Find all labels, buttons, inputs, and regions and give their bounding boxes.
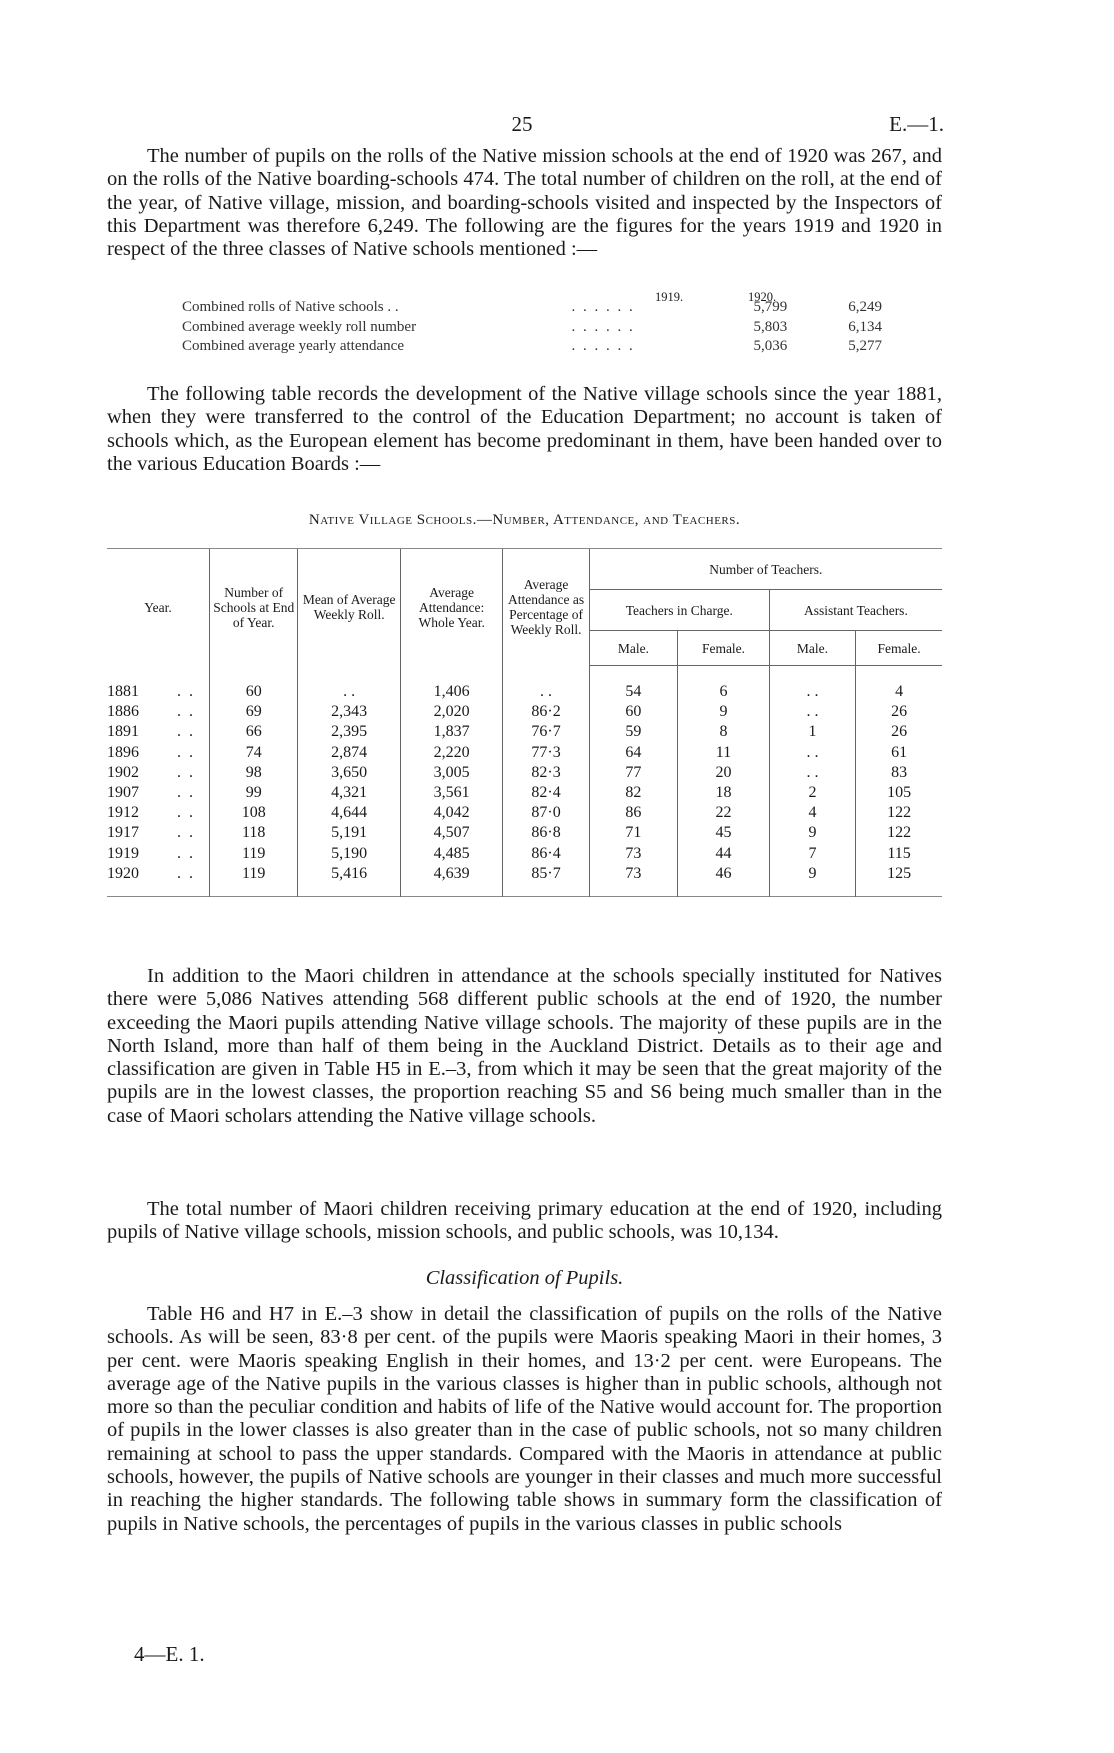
cell-attendance: 1,837 bbox=[400, 722, 502, 742]
header-charge-male: Male. bbox=[589, 631, 677, 666]
cell-asst-male: . . bbox=[769, 702, 855, 722]
cell-schools: 66 bbox=[209, 722, 297, 742]
cell-mean-roll: 3,650 bbox=[298, 763, 400, 783]
cell-mean-roll: 5,416 bbox=[298, 864, 400, 897]
cell-mean-roll: 2,395 bbox=[298, 722, 400, 742]
cell-charge-female: 44 bbox=[678, 844, 770, 864]
cell-mean-roll: 2,874 bbox=[298, 743, 400, 763]
paragraph-village-schools-intro: The following table records the development of the Native village schools since the year 1881, when they were transferred to the control of the Education Department; no account is taken of schools which, as the European element has become predominant in them, have been handed over to the various Education Boards :— bbox=[107, 383, 942, 475]
table-row bbox=[107, 803, 942, 823]
cell-asst-female: 61 bbox=[856, 743, 942, 763]
cell-charge-female: 18 bbox=[678, 783, 770, 803]
cell-asst-female: 122 bbox=[856, 823, 942, 843]
header-in-charge: Teachers in Charge. bbox=[589, 590, 769, 631]
header-schools: Number of Schools at End of Year. bbox=[209, 549, 297, 666]
header-percentage: Average Attendance as Percentage of Weekly Roll. bbox=[503, 549, 589, 666]
cell-asst-male: . . bbox=[769, 743, 855, 763]
header-assistant: Assistant Teachers. bbox=[769, 590, 942, 631]
header-attendance: Average Attendance: Whole Year. bbox=[400, 549, 502, 666]
cell-percentage: 77·3 bbox=[503, 743, 589, 763]
leader-dots: . . bbox=[383, 299, 399, 316]
combined-figures-table bbox=[182, 298, 882, 357]
cell-asst-male: 4 bbox=[769, 803, 855, 823]
cell-charge-male: 73 bbox=[589, 864, 677, 897]
cell-charge-male: 71 bbox=[589, 823, 677, 843]
cell-asst-female: 122 bbox=[856, 803, 942, 823]
cell-attendance: 3,561 bbox=[400, 783, 502, 803]
leader-dots: . . bbox=[176, 743, 195, 761]
cell-schools: 119 bbox=[209, 864, 297, 897]
cell-charge-male: 86 bbox=[589, 803, 677, 823]
combined-row-label: Combined average yearly attendance bbox=[182, 338, 404, 355]
cell-charge-male: 64 bbox=[589, 743, 677, 763]
paragraph-mission-schools: The number of pupils on the rolls of the Native mission schools at the end of 1920 was 267, and on the rolls of the Native boarding-schools 474. The total number of children on the roll, at the end of the year, of Native village, mission, and boarding-schools visited and inspected by the Inspectors of this Department was therefore 6,249. The following are the figures for the years 1919 and 1920 in respect of the three classes of Native schools mentioned :— bbox=[107, 145, 942, 261]
cell-asst-female: 115 bbox=[856, 844, 942, 864]
col-head-1919: 1919. bbox=[655, 290, 684, 304]
cell-mean-roll: 4,321 bbox=[298, 783, 400, 803]
cell-schools: 74 bbox=[209, 743, 297, 763]
paragraph-public-schools: In addition to the Maori children in attendance at the schools specially instituted for Natives there were 5,086 Natives attending 568 different public schools at the end of 1920, the number exceeding the Maori pupils attending Native village schools. The majority of these pupils are in the North Island, more than half of them being in the Auckland District. Details as to their age and classification are given in Table H5 in E.–3, from which it may be seen that the great majority of the pupils are in the lowest classes, the proportion reaching S5 and S6 being much smaller than in the case of Maori scholars attending the Native village schools. bbox=[107, 965, 942, 1127]
leader-dots: . . bbox=[176, 723, 195, 741]
header-charge-female: Female. bbox=[678, 631, 770, 666]
cell-schools: 108 bbox=[209, 803, 297, 823]
page-footer: 4—E. 1. bbox=[134, 1642, 205, 1666]
cell-asst-male: 2 bbox=[769, 783, 855, 803]
table-row bbox=[107, 823, 942, 843]
combined-row bbox=[182, 337, 882, 357]
page-number: 25 bbox=[511, 112, 533, 136]
table-caption: Native Village Schools.—Number, Attendance, and Teachers. bbox=[308, 512, 741, 528]
paragraph-total-maori: The total number of Maori children receiving primary education at the end of 1920, including pupils of Native village schools, mission schools, and public schools, was 10,134. bbox=[107, 1198, 942, 1244]
leader-dots: . . bbox=[176, 763, 195, 781]
cell-year: 1919 bbox=[107, 844, 139, 862]
cell-asst-male: . . bbox=[769, 666, 855, 703]
cell-charge-male: 60 bbox=[589, 702, 677, 722]
cell-asst-female: 125 bbox=[856, 864, 942, 897]
cell-mean-roll: . . bbox=[298, 666, 400, 703]
header-mean-roll: Mean of Average Weekly Roll. bbox=[298, 549, 400, 666]
value-1919: 5,799 bbox=[753, 299, 788, 316]
cell-attendance: 3,005 bbox=[400, 763, 502, 783]
leader-dots: . . bbox=[176, 703, 195, 721]
cell-charge-female: 46 bbox=[678, 864, 770, 897]
cell-charge-female: 8 bbox=[678, 722, 770, 742]
cell-charge-male: 77 bbox=[589, 763, 677, 783]
combined-row bbox=[182, 298, 882, 318]
table-row bbox=[107, 743, 942, 763]
header-teachers: Number of Teachers. bbox=[589, 549, 942, 590]
cell-mean-roll: 5,191 bbox=[298, 823, 400, 843]
cell-attendance: 2,020 bbox=[400, 702, 502, 722]
paragraph-classification: Table H6 and H7 in E.–3 show in detail the classification of pupils on the rolls of the Native schools. As will be seen, 83·8 per cent. of the pupils were Maoris speaking Maori in their homes, 3 per cent. were Maoris speaking English in their homes, and 13·2 per cent. were Europeans. The average age of the Native pupils in the various classes is higher than in public schools, although not more so than the peculiar condition and habits of life of the Native would account for. The proportion of pupils in the lower classes is also greater than in the case of public schools, not so many children remaining at school to pass the upper standards. Compared with the Maoris in attendance at public schools, however, the pupils of Native schools are younger in their classes and much more successful in reaching the higher standards. The following table shows in summary form the classification of pupils in Native schools, the percentages of pupils in the various classes in public schools bbox=[107, 1303, 942, 1535]
cell-charge-female: 9 bbox=[678, 702, 770, 722]
cell-asst-male: . . bbox=[769, 763, 855, 783]
cell-attendance: 2,220 bbox=[400, 743, 502, 763]
leader-dots: . . bbox=[176, 804, 195, 822]
cell-schools: 69 bbox=[209, 702, 297, 722]
cell-mean-roll: 5,190 bbox=[298, 844, 400, 864]
table-row bbox=[107, 702, 942, 722]
cell-charge-male: 73 bbox=[589, 844, 677, 864]
cell-percentage: 76·7 bbox=[503, 722, 589, 742]
page-header bbox=[100, 112, 944, 142]
value-1920: 6,134 bbox=[848, 318, 882, 335]
cell-percentage: 86·4 bbox=[503, 844, 589, 864]
cell-year: 1891 bbox=[107, 723, 139, 741]
header-asst-male: Male. bbox=[769, 631, 855, 666]
cell-year: 1896 bbox=[107, 743, 139, 761]
value-1919: 5,803 bbox=[753, 318, 788, 335]
cell-asst-female: 83 bbox=[856, 763, 942, 783]
cell-asst-male: 9 bbox=[769, 823, 855, 843]
value-1920: 5,277 bbox=[848, 338, 882, 355]
cell-percentage: 82·3 bbox=[503, 763, 589, 783]
cell-schools: 99 bbox=[209, 783, 297, 803]
cell-charge-female: 22 bbox=[678, 803, 770, 823]
leader-dots: . . bbox=[176, 864, 195, 882]
leader-dots: . . . . . . bbox=[571, 299, 635, 316]
cell-attendance: 4,485 bbox=[400, 844, 502, 864]
cell-charge-female: 6 bbox=[678, 666, 770, 703]
cell-year: 1912 bbox=[107, 804, 139, 822]
cell-schools: 60 bbox=[209, 666, 297, 703]
cell-year: 1881 bbox=[107, 682, 139, 700]
combined-row-label: Combined average weekly roll number bbox=[182, 318, 417, 335]
leader-dots: . . bbox=[176, 844, 195, 862]
cell-year: 1920 bbox=[107, 864, 139, 882]
cell-mean-roll: 4,644 bbox=[298, 803, 400, 823]
table-row bbox=[107, 844, 942, 864]
cell-asst-female: 4 bbox=[856, 666, 942, 703]
cell-attendance: 4,639 bbox=[400, 864, 502, 897]
cell-attendance: 4,042 bbox=[400, 803, 502, 823]
cell-attendance: 1,406 bbox=[400, 666, 502, 703]
cell-asst-male: 1 bbox=[769, 722, 855, 742]
combined-row-label: Combined rolls of Native schools bbox=[182, 299, 384, 316]
value-1920: 6,249 bbox=[848, 299, 882, 316]
cell-charge-male: 54 bbox=[589, 666, 677, 703]
value-1919: 5,036 bbox=[753, 338, 788, 355]
cell-charge-male: 82 bbox=[589, 783, 677, 803]
leader-dots: . . . . . . bbox=[571, 338, 635, 355]
cell-charge-female: 20 bbox=[678, 763, 770, 783]
table-row bbox=[107, 722, 942, 742]
table-row bbox=[107, 666, 942, 703]
cell-schools: 119 bbox=[209, 844, 297, 864]
cell-asst-female: 105 bbox=[856, 783, 942, 803]
cell-charge-female: 11 bbox=[678, 743, 770, 763]
cell-percentage: 82·4 bbox=[503, 783, 589, 803]
col-head-1920: 1920. bbox=[748, 290, 777, 304]
leader-dots: . . bbox=[176, 824, 195, 842]
cell-schools: 98 bbox=[209, 763, 297, 783]
cell-percentage: 86·2 bbox=[503, 702, 589, 722]
cell-charge-female: 45 bbox=[678, 823, 770, 843]
cell-attendance: 4,507 bbox=[400, 823, 502, 843]
cell-percentage: . . bbox=[503, 666, 589, 703]
leader-dots: . . bbox=[176, 784, 195, 802]
series-code: E.—1. bbox=[889, 112, 944, 136]
cell-schools: 118 bbox=[209, 823, 297, 843]
leader-dots: . . . . . . bbox=[571, 318, 635, 335]
combined-row bbox=[182, 318, 882, 338]
cell-year: 1886 bbox=[107, 703, 139, 721]
table-row bbox=[107, 864, 942, 897]
table-row bbox=[107, 763, 942, 783]
cell-charge-male: 59 bbox=[589, 722, 677, 742]
leader-dots: . . bbox=[176, 682, 195, 700]
cell-mean-roll: 2,343 bbox=[298, 702, 400, 722]
cell-year: 1917 bbox=[107, 824, 139, 842]
cell-percentage: 85·7 bbox=[503, 864, 589, 897]
cell-asst-female: 26 bbox=[856, 702, 942, 722]
cell-percentage: 86·8 bbox=[503, 823, 589, 843]
header-asst-female: Female. bbox=[856, 631, 942, 666]
cell-percentage: 87·0 bbox=[503, 803, 589, 823]
cell-year: 1907 bbox=[107, 784, 139, 802]
cell-year: 1902 bbox=[107, 763, 139, 781]
cell-asst-male: 9 bbox=[769, 864, 855, 897]
table-row bbox=[107, 783, 942, 803]
section-subheading: Classification of Pupils. bbox=[425, 1267, 624, 1289]
cell-asst-male: 7 bbox=[769, 844, 855, 864]
header-year: Year. bbox=[107, 549, 209, 666]
village-schools-table bbox=[107, 548, 942, 897]
cell-asst-female: 26 bbox=[856, 722, 942, 742]
